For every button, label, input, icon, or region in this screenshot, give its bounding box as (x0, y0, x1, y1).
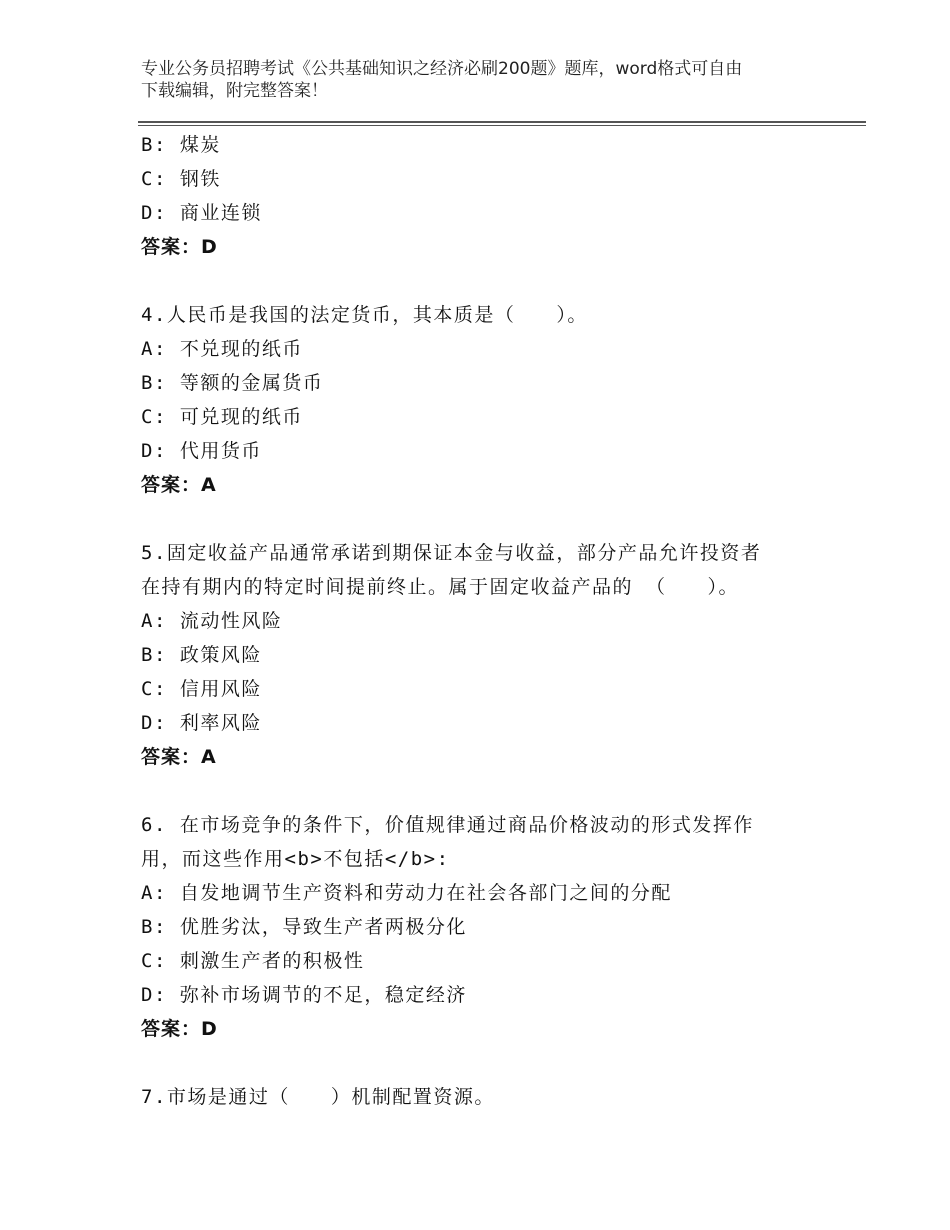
option-a: A: 不兑现的纸币 (141, 338, 303, 360)
document-header (141, 58, 821, 102)
question-stem: 5.固定收益产品通常承诺到期保证本金与收益，部分产品允许投资者 (141, 542, 762, 564)
question-7 (141, 1080, 841, 1114)
option-c: C: 刺激生产者的积极性 (141, 950, 365, 972)
question-5 (141, 536, 841, 774)
answer-label: 答案：D (141, 1018, 218, 1040)
answer-label: 答案：A (141, 474, 217, 496)
option-c: C: 钢铁 (141, 168, 221, 190)
answer-label: 答案：D (141, 236, 218, 258)
option-b: B: 优胜劣汰，导致生产者两极分化 (141, 916, 467, 938)
header-line-1: 专业公务员招聘考试《公共基础知识之经济必刷200题》题库，word格式可自由 (141, 59, 743, 79)
question-stem: 7.市场是通过（ ）机制配置资源。 (141, 1086, 495, 1108)
header-line-2: 下载编辑，附完整答案！ (141, 81, 328, 101)
answer-label: 答案：A (141, 746, 217, 768)
option-d: D: 代用货币 (141, 440, 262, 462)
option-d: D: 商业连锁 (141, 202, 262, 224)
question-stem: 4.人民币是我国的法定货币，其本质是（ ）。 (141, 304, 588, 326)
option-a: A: 流动性风险 (141, 610, 283, 632)
option-a: A: 自发地调节生产资料和劳动力在社会各部门之间的分配 (141, 882, 672, 904)
question-4 (141, 298, 841, 502)
header-divider (138, 121, 866, 126)
option-c: C: 可兑现的纸币 (141, 406, 303, 428)
option-b: B: 等额的金属货币 (141, 372, 324, 394)
option-d: D: 弥补市场调节的不足，稳定经济 (141, 984, 467, 1006)
question-6 (141, 808, 841, 1046)
question-stem: 6. 在市场竞争的条件下，价值规律通过商品价格波动的形式发挥作 (141, 814, 754, 836)
question-stem: 在持有期内的特定时间提前终止。属于固定收益产品的 （ ）。 (141, 576, 739, 598)
option-c: C: 信用风险 (141, 678, 262, 700)
question-content (141, 128, 841, 1114)
partial-question (141, 128, 841, 264)
option-b: B: 政策风险 (141, 644, 262, 666)
option-d: D: 利率风险 (141, 712, 262, 734)
question-stem: 用，而这些作用<b>不包括</b>: (141, 848, 450, 870)
option-b: B: 煤炭 (141, 134, 221, 156)
